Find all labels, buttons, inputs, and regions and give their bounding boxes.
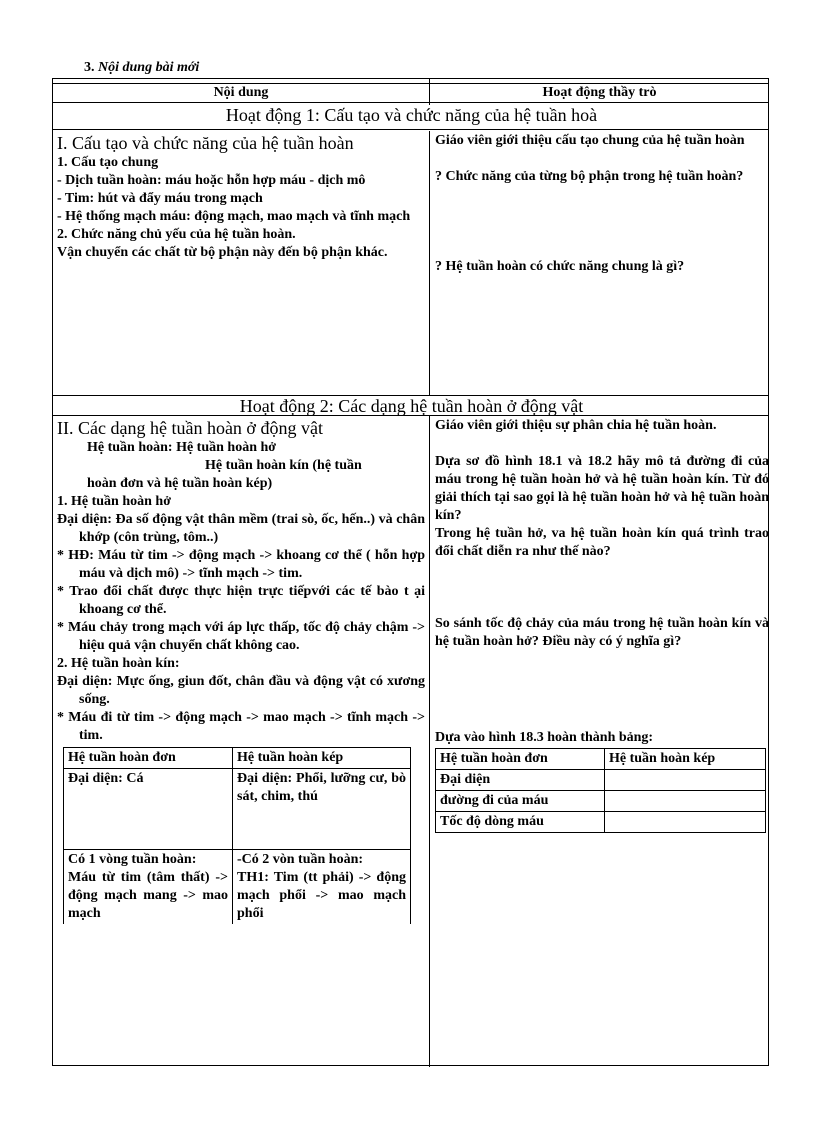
comparison-cell bbox=[233, 850, 411, 925]
activity2-question: Dựa sơ đồ hình 18.1 và 18.2 hãy mô tả đường đi của máu trong hệ tuần hoàn hở và hệ tuần hoàn kín. Từ đó giải thích tại sao gọi là hệ tuần hoàn hở và hệ tuần hoàn kín? bbox=[435, 454, 769, 523]
activity1-line: - Tim: hút và đẩy máu trong mạch bbox=[57, 191, 263, 206]
comparison-cell: Đại diện: Cá bbox=[64, 769, 233, 850]
section-title: Nội dung bài mới bbox=[98, 60, 200, 75]
activity2-instruction: Dựa vào hình 18.3 hoàn thành bảng: bbox=[435, 730, 654, 745]
activity1-sub1: 1. Cấu tạo chung bbox=[57, 155, 159, 170]
activity2-question: Trong hệ tuần hở, va hệ tuần hoàn kín quá trình trao đổi chất diễn ra như thế nào? bbox=[435, 526, 769, 559]
activity2-title: Hoạt động 2: Các dạng hệ tuần hoàn ở động vật bbox=[239, 396, 584, 416]
activity2-line: * Trao đổi chất được thực hiện trực tiếpvới các tế bào t ại khoang cơ thể. bbox=[57, 584, 425, 617]
activity2-line: * Máu đi từ tim -> động mạch -> mao mạch -> tĩnh mạch -> tim. bbox=[57, 710, 425, 743]
comparison-text: Có 1 vòng tuần hoàn: bbox=[68, 852, 197, 867]
comparison-header: Hệ tuần hoàn đơn bbox=[64, 748, 233, 769]
header-content: Nội dung bbox=[213, 85, 269, 100]
divider bbox=[429, 131, 430, 395]
activity1-line: - Dịch tuần hoàn: máu hoặc hỗn hợp máu - dịch mô bbox=[57, 173, 366, 188]
header-activity: Hoạt động thầy trò bbox=[542, 85, 657, 100]
section-heading bbox=[84, 60, 199, 76]
fill-header: Hệ tuần hoàn đơn bbox=[436, 749, 605, 770]
comparison-text: TH1: Tim (tt phải) -> động mạch phổi -> mao mạch phổi bbox=[237, 870, 406, 921]
activity1-heading: I. Cấu tạo và chức năng của hệ tuần hoàn bbox=[57, 133, 354, 153]
activity2-line: Đại diện: Đa số động vật thân mềm (trai sò, ốc, hến..) và chân khớp (côn trùng, tôm..) bbox=[57, 512, 425, 545]
section-number: 3. bbox=[84, 60, 95, 75]
activity1-teacher bbox=[435, 132, 769, 276]
activity1-question: Giáo viên giới thiệu cấu tạo chung của hệ tuần hoàn bbox=[435, 133, 745, 148]
activity2-sub1: 1. Hệ tuần hoàn hở bbox=[57, 494, 171, 509]
divider bbox=[429, 415, 430, 1067]
comparison-table bbox=[63, 747, 411, 924]
comparison-text: -Có 2 vòn tuần hoàn: bbox=[237, 852, 364, 867]
activity1-content bbox=[57, 132, 423, 262]
activity1-line: - Hệ thống mạch máu: động mạch, mao mạch và tĩnh mạch bbox=[57, 209, 411, 224]
activity1-question: ? Hệ tuần hoàn có chức năng chung là gì? bbox=[435, 259, 685, 274]
fill-row-label: Đại diện bbox=[436, 770, 605, 791]
fill-row-label: Tốc độ dòng máu bbox=[436, 812, 605, 833]
fill-row-label: đường đi của máu bbox=[436, 791, 605, 812]
lesson-table bbox=[52, 78, 769, 1066]
activity2-content bbox=[57, 417, 425, 924]
activity2-question: Giáo viên giới thiệu sự phân chia hệ tuần hoàn. bbox=[435, 418, 717, 433]
activity2-heading: II. Các dạng hệ tuần hoàn ở động vật bbox=[57, 418, 323, 438]
activity2-teacher bbox=[435, 417, 769, 833]
divider bbox=[53, 102, 768, 103]
activity2-question: So sánh tốc độ chảy của máu trong hệ tuần hoàn kín và hệ tuần hoàn hở? Điều này có ý nghĩa gì? bbox=[435, 616, 769, 649]
activity2-line: Đại diện: Mực ống, giun đốt, chân đầu và động vật có xương sống. bbox=[57, 674, 425, 707]
activity2-line: * HĐ: Máu từ tim -> động mạch -> khoang cơ thể ( hỗn hợp máu và dịch mô) -> tĩnh mạch -> tim. bbox=[57, 548, 425, 581]
activity2-line: * Máu chảy trong mạch với áp lực thấp, tốc độ chảy chậm -> hiệu quả vận chuyển chất không cao. bbox=[57, 620, 425, 653]
activity1-question: ? Chức năng của từng bộ phận trong hệ tuần hoàn? bbox=[435, 169, 744, 184]
activity1-line: Vận chuyển các chất từ bộ phận này đến bộ phận khác. bbox=[57, 245, 388, 260]
activity1-sub2: 2. Chức năng chủ yếu của hệ tuần hoàn. bbox=[57, 227, 296, 242]
activity2-line: Hệ tuần hoàn: Hệ tuần hoàn hở bbox=[87, 440, 277, 455]
activity2-line: hoàn đơn và hệ tuần hoàn kép) bbox=[87, 476, 273, 491]
activity2-line: Hệ tuần hoàn kín (hệ tuần bbox=[205, 458, 362, 473]
activity2-sub2: 2. Hệ tuần hoàn kín: bbox=[57, 656, 180, 671]
fill-cell bbox=[605, 770, 766, 791]
activity1-title: Hoạt động 1: Cấu tạo và chức năng của hệ tuần hoà bbox=[225, 105, 598, 125]
comparison-text: Máu từ tim (tâm thất) -> động mạch mang -> mao mạch bbox=[68, 870, 228, 921]
fill-cell bbox=[605, 812, 766, 833]
comparison-header: Hệ tuần hoàn kép bbox=[233, 748, 411, 769]
fill-header: Hệ tuần hoàn kép bbox=[605, 749, 766, 770]
fill-cell bbox=[605, 791, 766, 812]
comparison-cell: Đại diện: Phổi, lưỡng cư, bò sát, chim, thú bbox=[233, 769, 411, 850]
fill-table bbox=[435, 748, 766, 833]
divider bbox=[53, 129, 768, 130]
comparison-cell bbox=[64, 850, 233, 925]
